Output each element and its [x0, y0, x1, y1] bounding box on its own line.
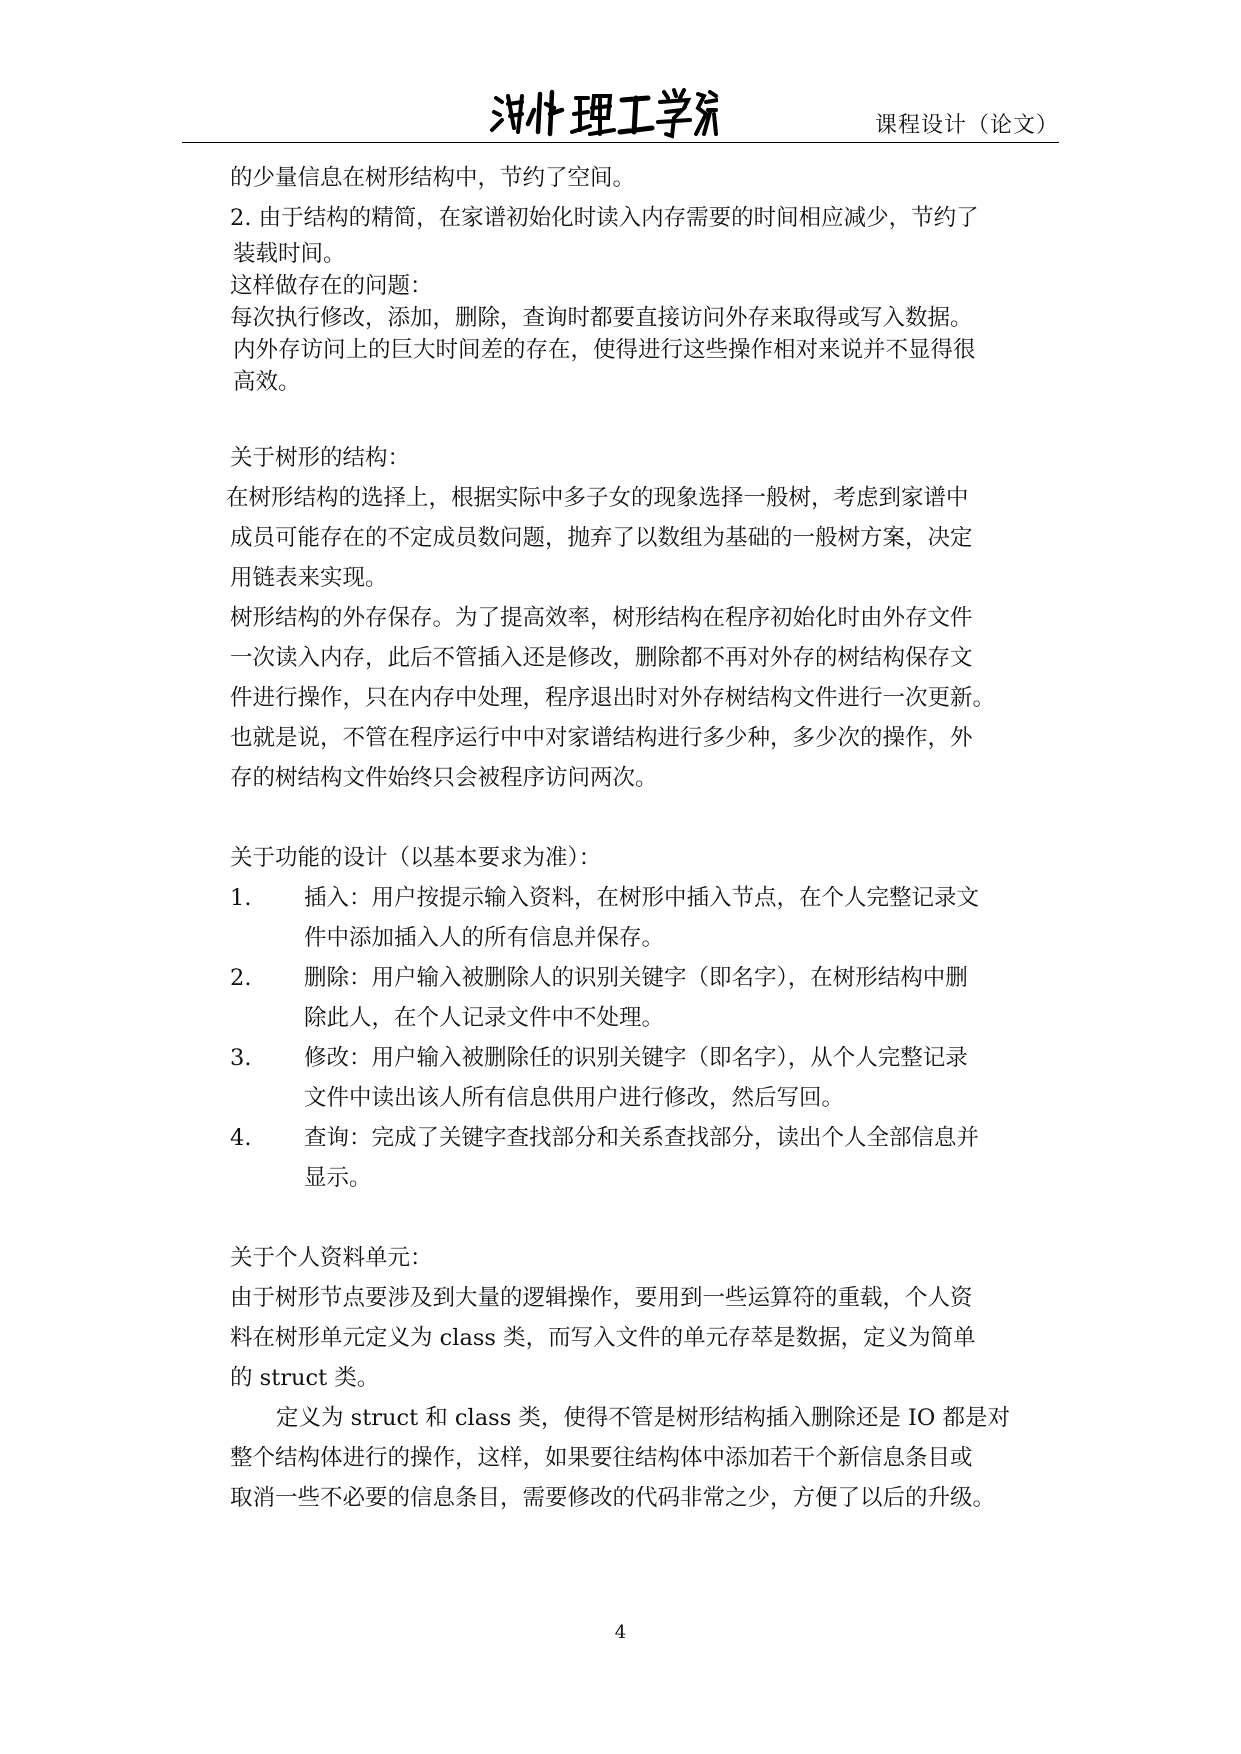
- text-line: 每次执行修改，添加，删除，查询时都要直接访问外存来取得或写入数据。: [230, 305, 973, 331]
- text-line: 这样做存在的问题：: [230, 273, 433, 299]
- list-line: 除此人，在个人记录文件中不处理。: [304, 1005, 665, 1031]
- text-line: 装载时间。: [233, 241, 346, 267]
- list-text: [304, 1118, 979, 1198]
- text-line: 定义为 struct 和 class 类，使得不管是树形结构插入删除还是 IO 都是对: [276, 1405, 1011, 1431]
- text-line: 取消一些不必要的信息条目，需要修改的代码非常之少，方便了以后的升级。: [230, 1485, 996, 1511]
- text-line: 2. 由于结构的精简，在家谱初始化时读入内存需要的时间相应减少，节约了: [230, 205, 979, 231]
- text-line: 用链表来实现。: [230, 565, 388, 591]
- list-number: 4.: [230, 1125, 252, 1151]
- spacer: [230, 798, 1060, 838]
- page-number: 4: [614, 1622, 627, 1643]
- section-heading-functions: 关于功能的设计（以基本要求为准）：: [230, 845, 602, 871]
- list-text: [304, 958, 968, 1038]
- list-text: [304, 1038, 968, 1118]
- text-line: 的少量信息在树形结构中，节约了空间。: [230, 165, 636, 191]
- text-line: 树形结构的外存保存。为了提高效率，树形结构在程序初始化时由外存文件: [230, 605, 973, 631]
- list-line: 修改：用户输入被删除任的识别关键字（即名字），从个人完整记录: [304, 1045, 968, 1071]
- list-item: [230, 958, 1060, 1038]
- text-line: 由于树形节点要涉及到大量的逻辑操作，要用到一些运算符的重载，个人资: [230, 1285, 973, 1311]
- text-line: 也就是说，不管在程序运行中中对家谱结构进行多少种，多少次的操作，外: [230, 725, 973, 751]
- list-text: [304, 878, 979, 958]
- text-line: 一次读入内存，此后不管插入还是修改，删除都不再对外存的树结构保存文: [230, 645, 973, 671]
- spacer: [230, 1198, 1060, 1238]
- text-line: 料在树形单元定义为 class 类，而写入文件的单元存萃是数据，定义为简单: [230, 1325, 976, 1351]
- text-line: 整个结构体进行的操作，这样，如果要往结构体中添加若干个新信息条目或: [230, 1445, 973, 1471]
- text-line: 存的树结构文件始终只会被程序访问两次。: [230, 765, 658, 791]
- list-number: 2.: [230, 965, 252, 991]
- text-line: 成员可能存在的不定成员数问题，抛弃了以数组为基础的一般树方案，决定: [230, 525, 973, 551]
- header-course-title: 课程设计（论文）: [874, 113, 1059, 138]
- text-line: 的 struct 类。: [230, 1365, 380, 1391]
- list-number: 1.: [230, 885, 252, 911]
- list-item: [230, 1038, 1060, 1118]
- list-line: 文件中读出该人所有信息供用户进行修改，然后写回。: [304, 1085, 845, 1111]
- text-line: 内外存访问上的巨大时间差的存在，使得进行这些操作相对来说并不显得很: [233, 337, 976, 363]
- page-body: [226, 158, 1060, 1518]
- spacer: [230, 398, 1060, 438]
- list-number: 3.: [230, 1045, 252, 1071]
- list-line: 查询：完成了关键字查找部分和关系查找部分，读出个人全部信息并: [304, 1125, 980, 1151]
- text-line: 高效。: [233, 369, 301, 395]
- list-item: [230, 1118, 1060, 1198]
- section-heading-tree: 关于树形的结构：: [230, 445, 411, 471]
- list-line: 件中添加插入人的所有信息并保存。: [304, 925, 665, 951]
- text-line: 在树形结构的选择上，根据实际中多子女的现象选择一般树，考虑到家谱中: [226, 485, 969, 511]
- calligraphy-logo-icon: [488, 84, 718, 140]
- list-line: 插入：用户按提示输入资料，在树形中插入节点，在个人完整记录文: [304, 885, 980, 911]
- header-divider: [182, 142, 1059, 143]
- college-logo: [488, 84, 718, 140]
- section-heading-unit: 关于个人资料单元：: [230, 1245, 433, 1271]
- list-line: 删除：用户输入被删除人的识别关键字（即名字），在树形结构中删: [304, 965, 968, 991]
- list-line: 显示。: [304, 1165, 372, 1191]
- list-item: [230, 878, 1060, 958]
- text-line: 件进行操作，只在内存中处理，程序退出时对外存树结构文件进行一次更新。: [230, 685, 996, 711]
